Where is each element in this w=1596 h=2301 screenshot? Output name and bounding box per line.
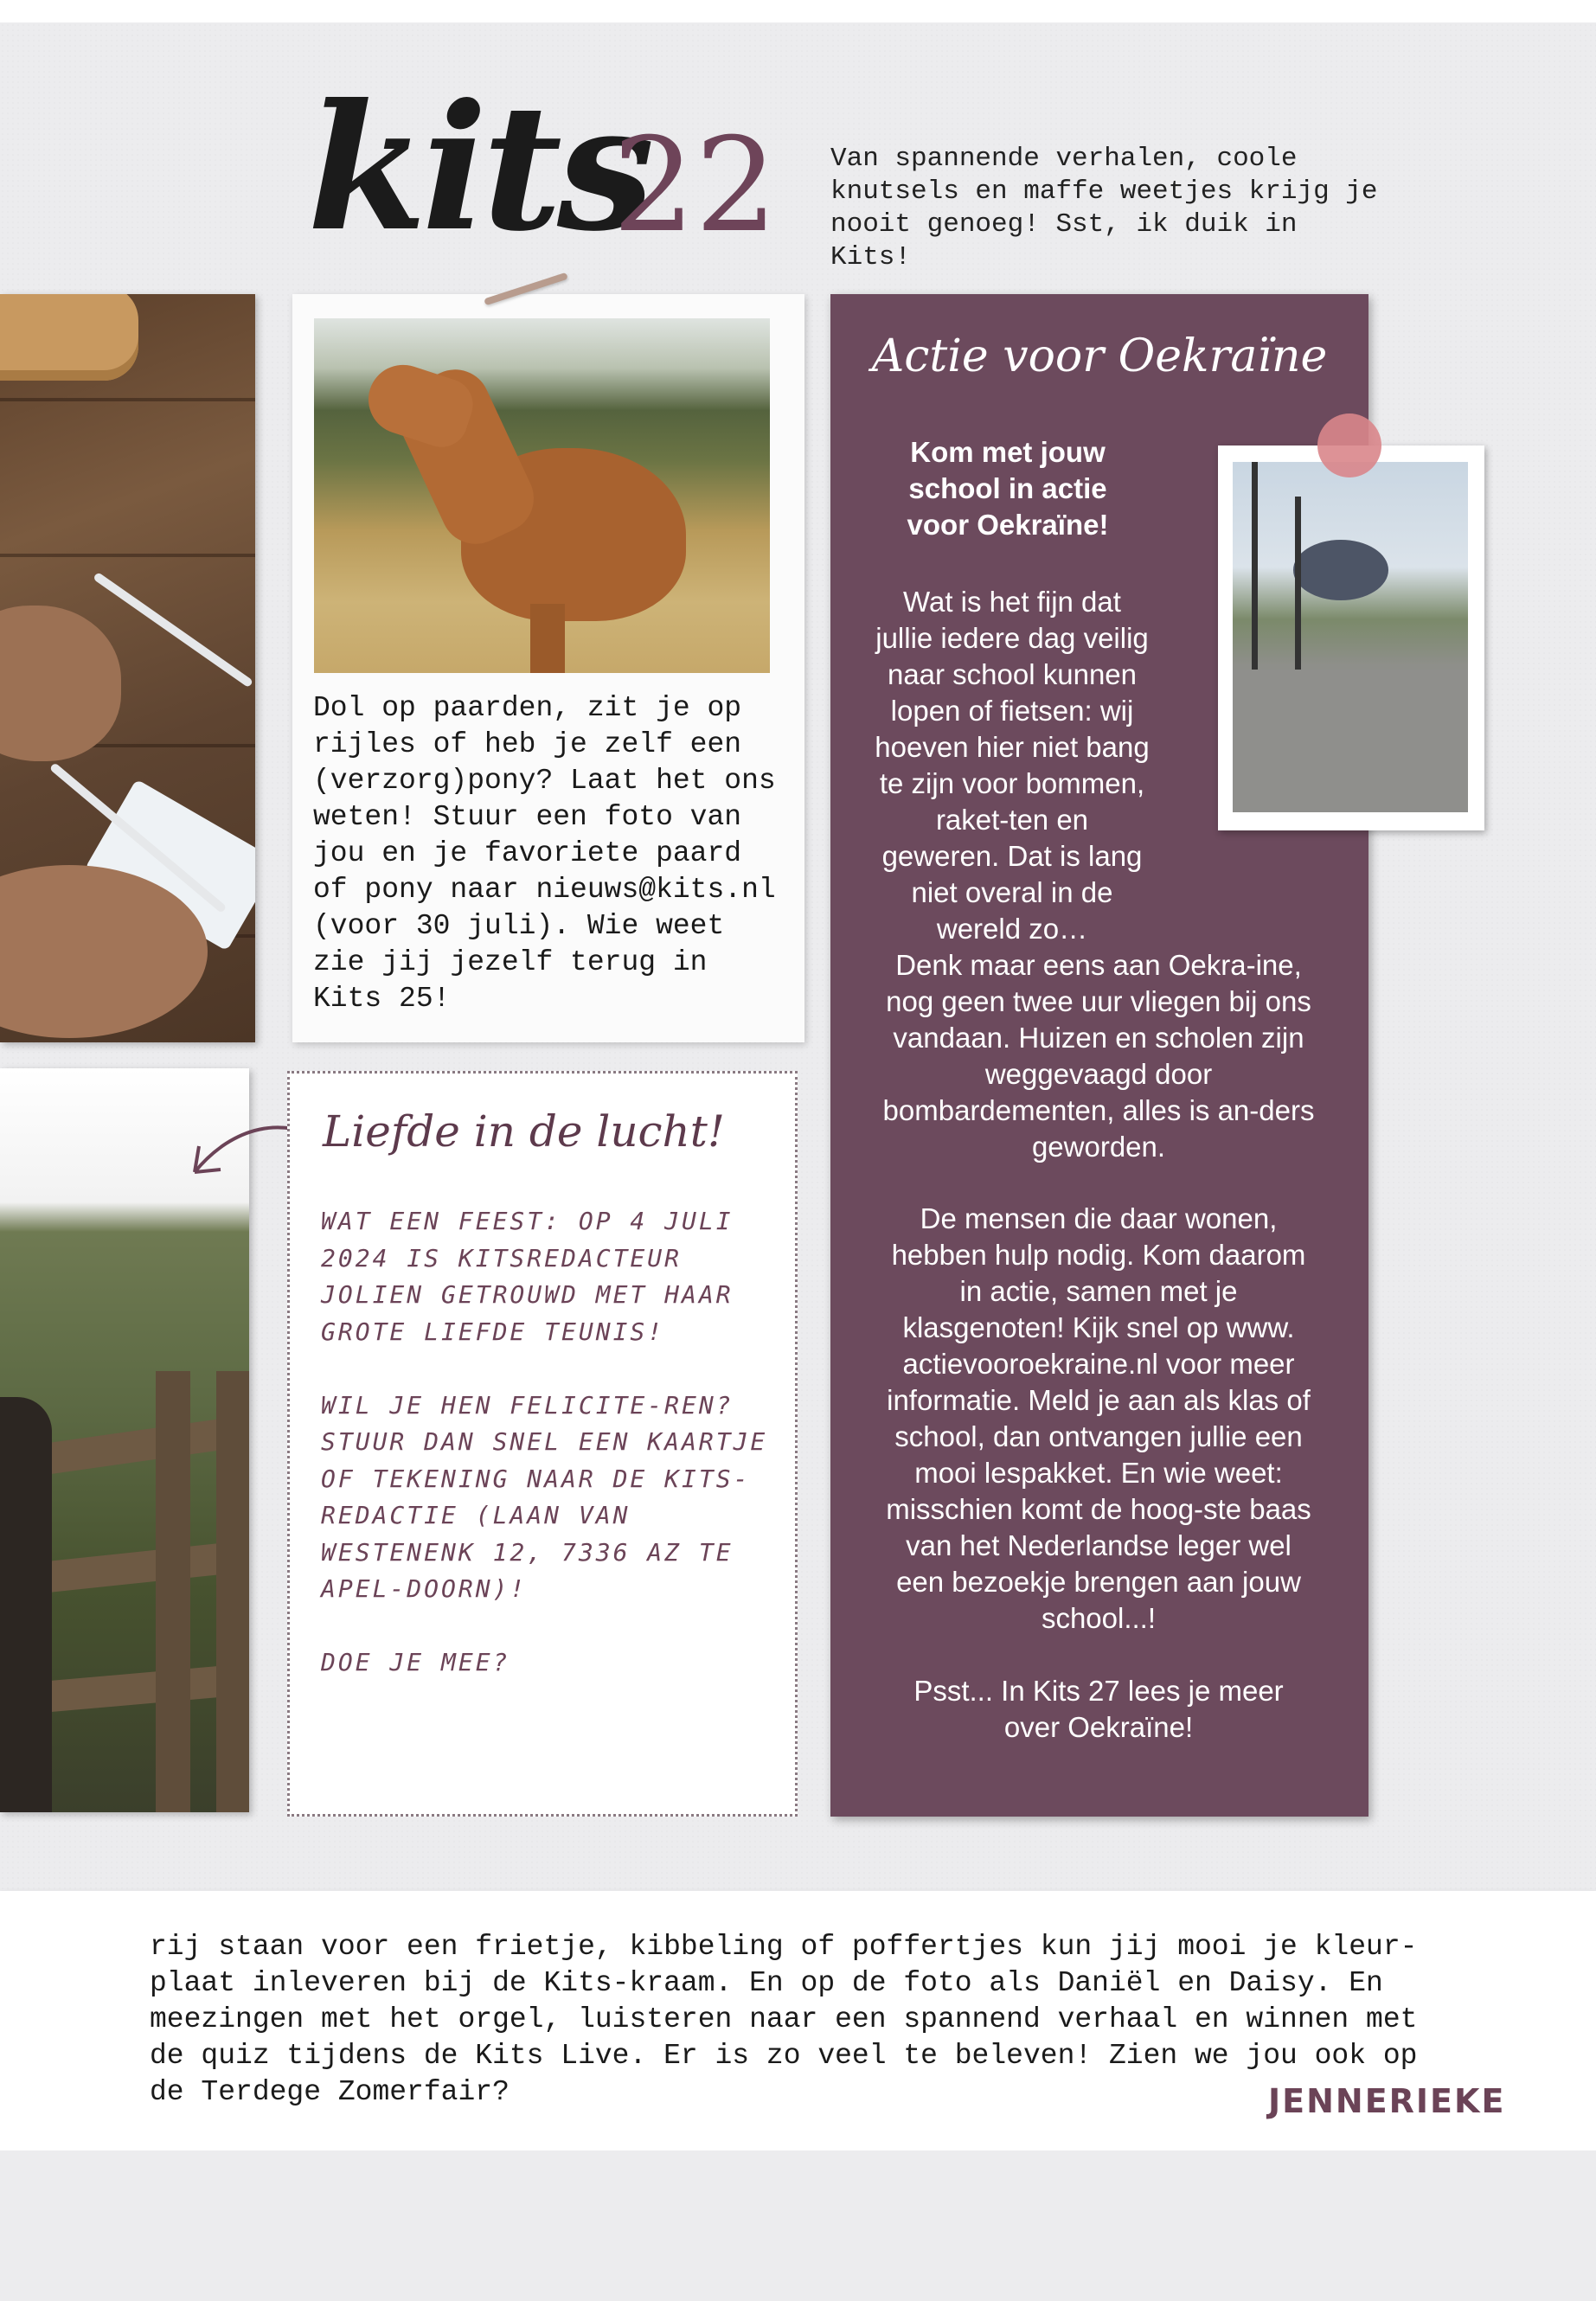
kits-logo: kits [307, 67, 650, 270]
liefde-card [287, 1071, 798, 1817]
chocolate-craft-photo [0, 294, 255, 1042]
street-photo [1233, 462, 1468, 812]
bottom-margin [0, 2150, 1596, 2301]
oekraine-title: Actie voor Oekraïne [871, 330, 1328, 382]
tagline: Van spannende verhalen, coole knutsels en maffe weetjes krijg je nooit genoeg! Sst, ik duik in Kits! [830, 144, 1378, 272]
horse-card-text: Dol op paarden, zit je op rijles of heb je zelf een (verzorg)pony? Laat het ons weten! Stuur een foto van jou en je favoriete paard of pony naar nieuws@kits.nl (voor 30 juli). Wie weet zie jij jezelf terug in Kits 25! [313, 692, 776, 1015]
street-photo-card [1218, 445, 1484, 830]
oekraine-paragraph-2: Denk maar eens aan Oekra-ine, nog geen twee uur vliegen bij ons vandaan. Huizen en scholen zijn weggevaagd door bombardementen, alles is an-ders geworden. [882, 949, 1315, 1163]
top-margin [0, 0, 1596, 22]
liefde-title: Liefde in de lucht! [323, 1106, 725, 1157]
liefde-body: WAT EEN FEEST: OP 4 JULI 2024 IS KITSREDACTEUR JOLIEN GETROUWD MET HAAR GROTE LIEFDE TEUNIS! WIL JE HEN FELICITE-REN? STUUR DAN SNEL EEN KAARTJE OF TEKENING NAAR DE KITS-REDACTIE (LAAN VAN WESTENENK 12, 7336 AZ TE APEL-DOORN)! DOE JE MEE? [321, 1207, 768, 1676]
oekraine-paragraph-1: Wat is het fijn dat jullie iedere dag veilig naar school kunnen lopen of fietsen: wij hoeven hier niet bang te zijn voor bommen, raket-ten en geweren. Dat is lang niet overal in de wereld zo… [875, 586, 1150, 945]
horse-card [292, 294, 804, 1042]
author-signature: JENNERIEKE [1268, 2082, 1506, 2120]
bottom-text: rij staan voor een frietje, kibbeling of poffertjes kun jij mooi je kleur-plaat inleveren bij de Kits-kraam. En op de foto als Daniël en Daisy. En meezingen met het orgel, luisteren naar een spannend verhaal en winnen met de quiz tijdens de Kits Live. Er is zo veel te beleven! Zien we jou ook op de Terdege Zomerfair? [150, 1931, 1418, 2108]
oekraine-lead: Kom met jouw school in actie voor Oekraïne! [907, 436, 1109, 541]
issue-number: 22 [612, 111, 778, 261]
pushpin-icon [1317, 413, 1381, 478]
oekraine-paragraph-4: Psst... In Kits 27 lees je meer over Oekraïne! [913, 1675, 1284, 1743]
oekraine-paragraph-3: De mensen die daar wonen, hebben hulp nodig. Kom daarom in actie, samen met je klasgenoten! Kijk snel op www. actievooroekraine.nl voor meer informatie. Meld je aan als klas of school, dan ontvangen jullie een mooi lespakket. En wie weet: misschien komt de hoog-ste baas van het Nederlandse leger wel een bezoekje brengen aan jouw school...! [886, 1202, 1311, 1634]
horse-photo [314, 318, 770, 673]
